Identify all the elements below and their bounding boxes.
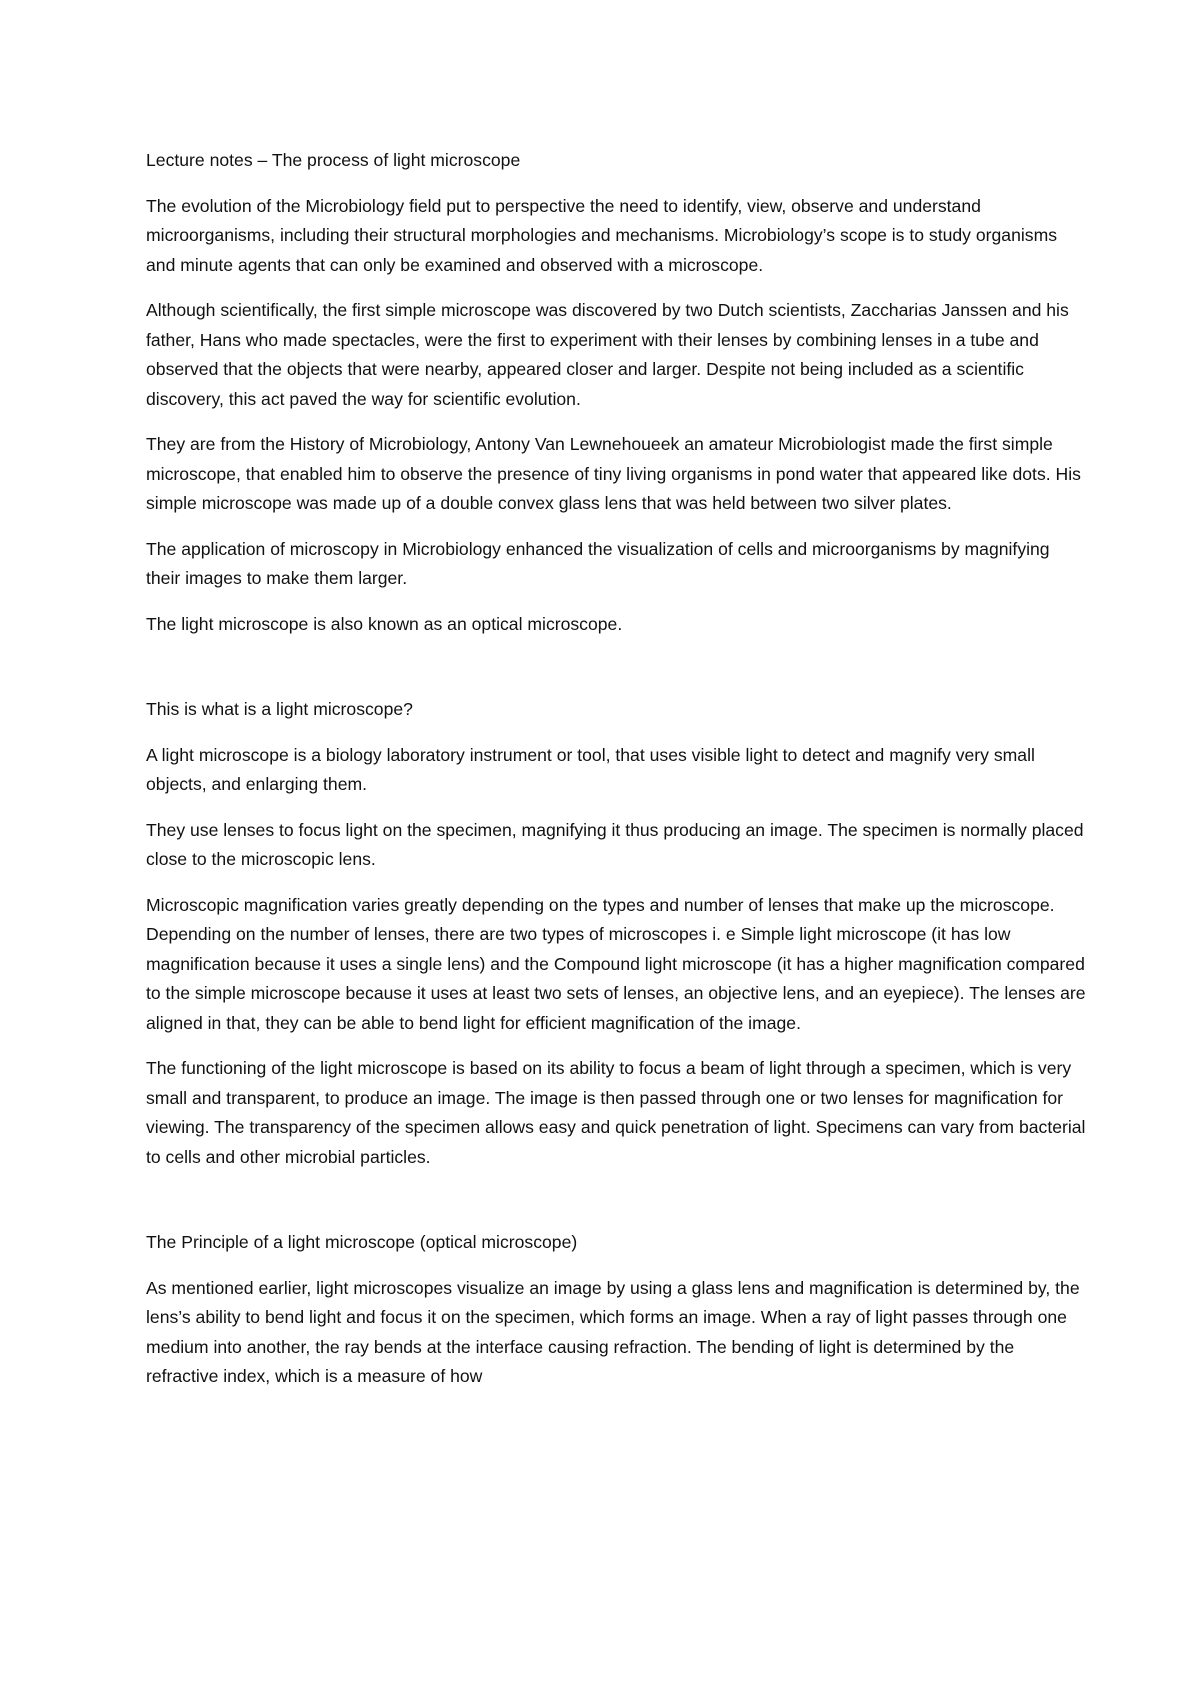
paragraph-application: The application of microscopy in Microbiology enhanced the visualization of cells and microorganisms by magnifying their images to make them larger. [146,538,1050,588]
paragraph-evolution: The evolution of the Microbiology field put to perspective the need to identify, view, observe and understand microorganisms, including their structural morphologies and mechanisms. Microbiology’s scope is to study organisms and minute agents that can only be examined and observed with a microscope. [146,195,1058,275]
paragraph-lenses: They use lenses to focus light on the specimen, magnifying it thus producing an image. The specimen is normally placed close to the microscopic lens. [146,819,1084,869]
paragraph-principle: As mentioned earlier, light microscopes visualize an image by using a glass lens and magnification is determined by, the lens’s ability to bend light and focus it on the specimen, which forms an image. When a ray of light passes through one medium into another, the ray bends at the interface causing refraction. The bending of light is determined by the refractive index, which is a measure of how [146,1277,1080,1386]
paragraph-magnification: Microscopic magnification varies greatly depending on the types and number of lenses that make up the microscope. Depending on the number of lenses, there are two types of microscopes i. e Simple light microscope (it has low magnification because it uses a single lens) and the Compound light microscope (it has a higher magnification compared to the simple microscope because it uses at least two sets of lenses, an objective lens, and an eyepiece). The lenses are aligned in that, they can be able to bend light for efficient magnification of the image. [146,894,1086,1033]
document-title: Lecture notes – The process of light microscope [146,150,521,170]
section-spacer [146,1188,1086,1228]
paragraph-optical: The light microscope is also known as an optical microscope. [146,613,623,634]
section-heading-what-is: This is what is a light microscope? [146,699,413,719]
paragraph-first-microscope: Although scientifically, the first simple microscope was discovered by two Dutch scientists, Zaccharias Janssen and his father, Hans who made spectacles, were the first to experiment with their lenses by combining lenses in a tube and observed that the objects that were nearby, appeared closer and larger. Despite not being included as a scientific discovery, this act paved the way for scientific evolution. [146,300,1069,409]
document-body [146,146,1086,1408]
section-spacer [146,655,1086,695]
section-heading-principle: The Principle of a light microscope (optical microscope) [146,1232,578,1252]
paragraph-history: They are from the History of Microbiology, Antony Van Lewnehoueek an amateur Microbiologist made the first simple microscope, that enabled him to observe the presence of tiny living organisms in pond water that appeared like dots. His simple microscope was made up of a double convex glass lens that was held between two silver plates. [146,434,1081,513]
paragraph-definition: A light microscope is a biology laboratory instrument or tool, that uses visible light to detect and magnify very small objects, and enlarging them. [146,744,1035,794]
paragraph-functioning: The functioning of the light microscope is based on its ability to focus a beam of light through a specimen, which is very small and transparent, to produce an image. The image is then passed through one or two lenses for magnification for viewing. The transparency of the specimen allows easy and quick penetration of light. Specimens can vary from bacterial to cells and other microbial particles. [146,1058,1086,1167]
